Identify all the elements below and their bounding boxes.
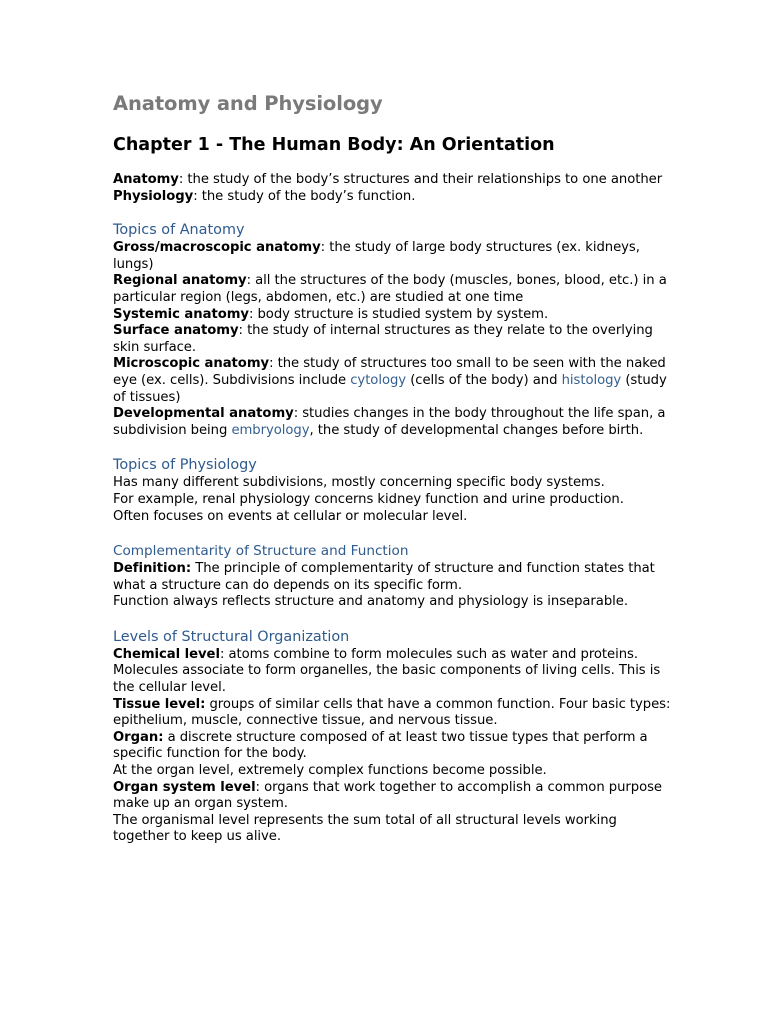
histology-link[interactable]: histology [561,372,622,388]
organ-def: a discrete structure composed of at least two tissue types that perform a specific function for the body. [113,729,648,762]
tissue-level-def: groups of similar cells that have a common function. Four basic types: epithelium, muscle, connective tissue, and nervous tissue. [113,696,671,729]
organismal-line: The organismal level represents the sum total of all structural levels working together to keep us alive. [113,812,617,845]
definition-term: Definition: [113,561,192,577]
regional-anatomy-def: : all the structures of the body (muscles, bones, blood, etc.) in a particular region (legs, abdomen, etc.) are studied at one time [113,273,667,305]
anatomy-definition [113,172,673,189]
physiology-line-1: Has many different subdivisions, mostly concerning specific body systems. [113,475,605,491]
anatomy-term: Anatomy [113,172,179,187]
systemic-anatomy-term: Systemic anatomy [113,306,249,322]
anatomy-def-text: : the study of the body’s structures and their relationships to one another [178,172,663,187]
heading-topics-of-physiology: Topics of Physiology [113,457,257,474]
definition-text: The principle of complementarity of structure and function states that what a structure can do depends on its specific form. [113,561,655,593]
physiology-line-3: Often focuses on events at cellular or molecular level. [113,508,468,524]
microscopic-anatomy-def-2: (cells of the body) and [406,372,562,388]
gross-anatomy-term: Gross/macroscopic anatomy [113,240,321,256]
document-page [113,88,673,846]
surface-anatomy-def: : the study of internal structures as they relate to the overlying skin surface. [113,323,653,355]
embryology-link[interactable]: embryology [231,422,310,438]
document-title: Anatomy and Physiology [113,92,383,115]
chapter-title: Chapter 1 - The Human Body: An Orientation [113,135,555,155]
cytology-link[interactable]: cytology [350,372,407,388]
organ-term: Organ: [113,729,164,745]
physiology-definition [113,189,673,206]
surface-anatomy-term: Surface anatomy [113,323,239,339]
complementarity-definition [113,561,673,594]
systemic-anatomy-def: : body structure is studied system by system. [248,306,549,322]
gross-anatomy-entry [113,240,673,273]
heading-levels-of-organization: Levels of Structural Organization [113,628,350,645]
developmental-anatomy-def-1: : studies changes in the body throughout the life span, a subdivision being [113,406,666,438]
developmental-anatomy-entry [113,406,673,439]
systemic-anatomy-entry [113,307,673,324]
chemical-level-entry [113,647,673,664]
regional-anatomy-entry [113,273,673,306]
developmental-anatomy-def-2: , the study of developmental changes before birth. [309,422,644,438]
physiology-line-2: For example, renal physiology concerns kidney function and urine production. [113,491,624,507]
surface-anatomy-entry [113,323,673,356]
organ-system-def: : organs that work together to accomplish a common purpose make up an organ system. [113,779,662,812]
molecules-line: Molecules associate to form organelles, the basic components of living cells. This is the cellular level. [113,663,661,696]
microscopic-anatomy-def-1: : the study of structures too small to be seen with the naked eye (ex. cells). Subdivisions include [113,356,666,388]
tissue-level-term: Tissue level: [113,696,206,712]
microscopic-anatomy-entry [113,356,673,406]
heading-complementarity: Complementarity of Structure and Function [113,543,409,560]
regional-anatomy-term: Regional anatomy [113,273,247,289]
tissue-level-entry [113,697,673,730]
gross-anatomy-def: : the study of large body structures (ex. kidneys, lungs) [113,240,640,272]
heading-topics-of-anatomy: Topics of Anatomy [113,222,245,239]
organ-level-line: At the organ level, extremely complex functions become possible. [113,763,547,779]
developmental-anatomy-term: Developmental anatomy [113,406,294,422]
organ-system-term: Organ system level [113,779,256,795]
microscopic-anatomy-term: Microscopic anatomy [113,356,270,372]
physiology-term: Physiology [113,188,194,204]
organ-system-entry [113,780,673,813]
physiology-def-text: : the study of the body’s function. [193,188,416,204]
chemical-level-def: : atoms combine to form molecules such as water and proteins. [219,646,639,662]
microscopic-anatomy-def-3: (study of tissues) [113,372,667,405]
complementarity-line-2: Function always reflects structure and anatomy and physiology is inseparable. [113,594,628,610]
organ-entry [113,730,673,763]
chemical-level-term: Chemical level [113,646,220,662]
